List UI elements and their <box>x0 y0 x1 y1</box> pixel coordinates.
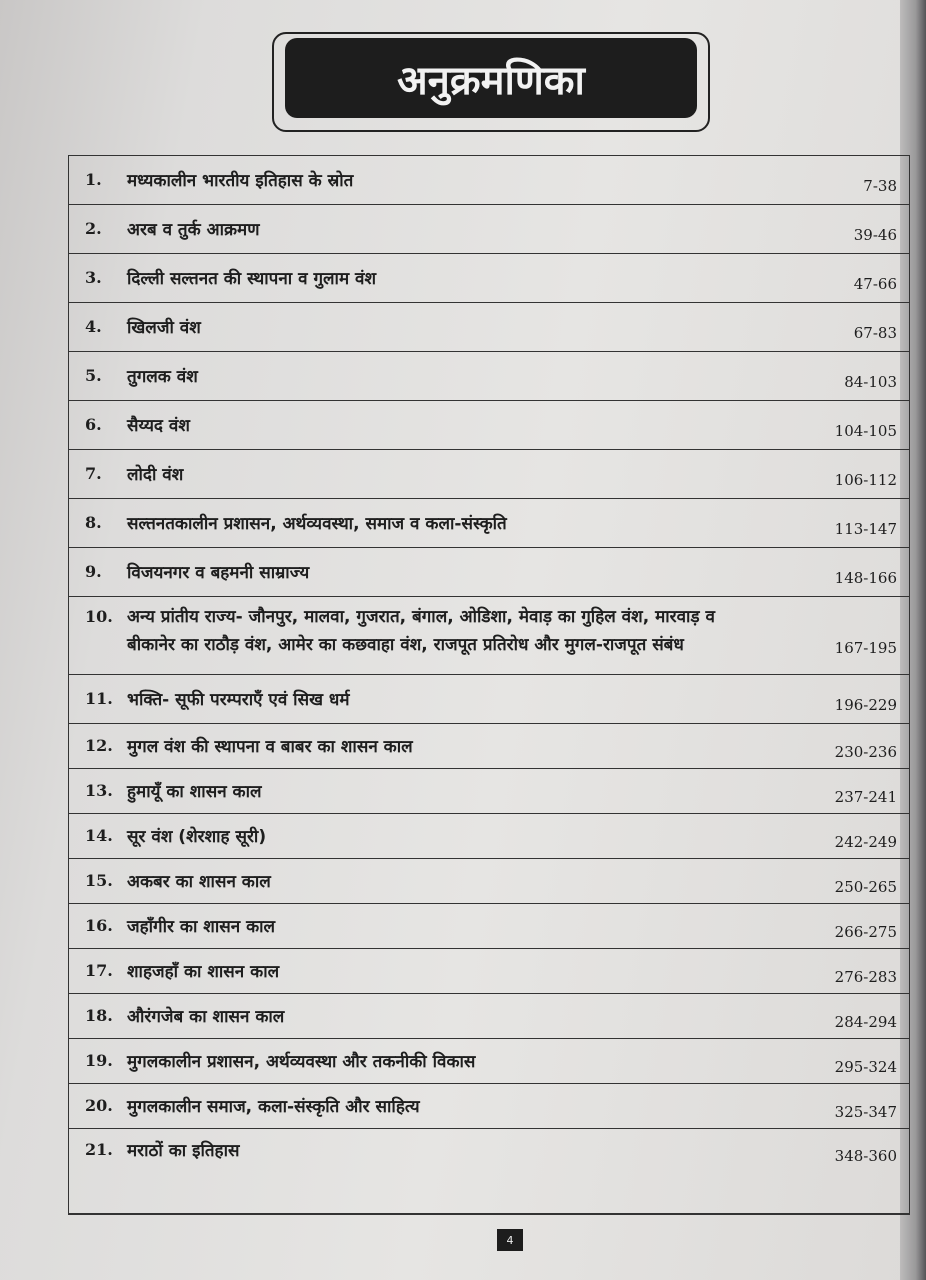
toc-entry-title: सैय्यद वंश <box>127 416 190 436</box>
toc-row <box>69 1084 909 1129</box>
toc-entry-pages: 67-83 <box>853 324 897 342</box>
toc-entry-number: 20. <box>85 1096 113 1115</box>
toc-entry-title: जहाँगीर का शासन काल <box>127 917 276 937</box>
toc-entry-title: सल्तनतकालीन प्रशासन, अर्थव्यवस्था, समाज व कला-संस्कृति <box>127 514 507 534</box>
toc-row <box>69 949 909 994</box>
toc-entry-number: 4. <box>85 317 102 336</box>
toc-row <box>69 904 909 949</box>
toc-row <box>69 859 909 904</box>
toc-entry-number: 19. <box>85 1051 113 1070</box>
toc-row <box>69 994 909 1039</box>
toc-entry-number: 11. <box>85 689 113 708</box>
table-of-contents <box>68 155 910 1215</box>
toc-entry-number: 13. <box>85 781 113 800</box>
toc-entry-pages: 284-294 <box>834 1013 897 1031</box>
toc-entry-title: खिलजी वंश <box>127 318 201 338</box>
toc-row <box>69 156 909 205</box>
toc-entry-number: 6. <box>85 415 102 434</box>
toc-entry-number: 7. <box>85 464 102 483</box>
toc-entry-pages: 348-360 <box>834 1147 897 1165</box>
toc-entry-title: विजयनगर व बहमनी साम्राज्य <box>127 563 310 583</box>
toc-entry-number: 9. <box>85 562 102 581</box>
toc-entry-pages: 47-66 <box>853 275 897 293</box>
toc-entry-number: 10. <box>85 607 113 626</box>
toc-entry-title: लोदी वंश <box>127 465 184 485</box>
toc-entry-pages: 325-347 <box>834 1103 897 1121</box>
toc-entry-title: भक्ति- सूफी परम्पराएँ एवं सिख धर्म <box>127 690 350 710</box>
toc-row <box>69 352 909 401</box>
toc-entry-title: मुगलकालीन समाज, कला-संस्कृति और साहित्य <box>127 1097 420 1117</box>
toc-row <box>69 303 909 352</box>
toc-entry-pages: 167-195 <box>834 639 897 657</box>
toc-row <box>69 499 909 548</box>
toc-entry-pages: 276-283 <box>834 968 897 986</box>
toc-row <box>69 205 909 254</box>
toc-entry-title: हुमायूँ का शासन काल <box>127 782 262 802</box>
toc-entry-pages: 237-241 <box>834 788 897 806</box>
toc-entry-pages: 7-38 <box>863 177 897 195</box>
toc-entry-pages: 39-46 <box>853 226 897 244</box>
page-title: अनुक्रमणिका <box>397 57 585 104</box>
title-banner <box>285 38 697 118</box>
toc-row <box>69 1129 909 1172</box>
toc-entry-pages: 266-275 <box>834 923 897 941</box>
toc-row <box>69 450 909 499</box>
toc-entry-title: अकबर का शासन काल <box>127 872 271 892</box>
toc-row <box>69 597 909 675</box>
toc-entry-title: तुगलक वंश <box>127 367 198 387</box>
toc-entry-title: दिल्ली सल्तनत की स्थापना व गुलाम वंश <box>127 269 377 289</box>
toc-entry-pages: 113-147 <box>834 520 897 538</box>
toc-entry-title: मुगल वंश की स्थापना व बाबर का शासन काल <box>127 737 413 757</box>
toc-entry-number: 18. <box>85 1006 113 1025</box>
toc-entry-number: 2. <box>85 219 102 238</box>
toc-row <box>69 401 909 450</box>
toc-entry-title: मुगलकालीन प्रशासन, अर्थव्यवस्था और तकनीकी विकास <box>127 1052 476 1072</box>
toc-entry-number: 17. <box>85 961 113 980</box>
toc-row <box>69 1039 909 1084</box>
toc-entry-number: 3. <box>85 268 102 287</box>
toc-entry-pages: 106-112 <box>834 471 897 489</box>
toc-row <box>69 769 909 814</box>
toc-entry-pages: 148-166 <box>834 569 897 587</box>
toc-entry-title: अरब व तुर्क आक्रमण <box>127 220 260 240</box>
toc-entry-pages: 196-229 <box>834 696 897 714</box>
page-number: 4 <box>497 1229 523 1251</box>
toc-row <box>69 814 909 859</box>
toc-entry-title: मराठों का इतिहास <box>127 1141 240 1161</box>
toc-entry-number: 5. <box>85 366 102 385</box>
toc-entry-number: 16. <box>85 916 113 935</box>
toc-entry-pages: 84-103 <box>844 373 897 391</box>
toc-entry-pages: 250-265 <box>834 878 897 896</box>
toc-entry-number: 8. <box>85 513 102 532</box>
toc-entry-number: 1. <box>85 170 102 189</box>
toc-entry-title: सूर वंश (शेरशाह सूरी) <box>127 827 267 847</box>
toc-entry-pages: 295-324 <box>834 1058 897 1076</box>
toc-entry-pages: 242-249 <box>834 833 897 851</box>
toc-entry-number: 21. <box>85 1140 113 1159</box>
toc-row <box>69 724 909 769</box>
toc-entry-title: अन्य प्रांतीय राज्य- जौनपुर, मालवा, गुजरात, बंगाल, ओडिशा, मेवाड़ का गुहिल वंश, मारवाड़ व बीकानेर का राठौड़ वंश, आमेर का कछवाहा वंश, राजपूत प्रतिरोध और मुगल-राजपूत संबंध <box>127 607 715 655</box>
toc-entry-title: मध्यकालीन भारतीय इतिहास के स्रोत <box>127 171 354 191</box>
toc-entry-pages: 104-105 <box>834 422 897 440</box>
toc-row <box>69 254 909 303</box>
toc-entry-title: औरंगजेब का शासन काल <box>127 1007 285 1027</box>
toc-entry-number: 14. <box>85 826 113 845</box>
toc-entry-pages: 230-236 <box>834 743 897 761</box>
toc-entry-number: 12. <box>85 736 113 755</box>
toc-entry-number: 15. <box>85 871 113 890</box>
toc-entry-title: शाहजहाँ का शासन काल <box>127 962 280 982</box>
toc-row <box>69 548 909 597</box>
toc-row <box>69 675 909 724</box>
